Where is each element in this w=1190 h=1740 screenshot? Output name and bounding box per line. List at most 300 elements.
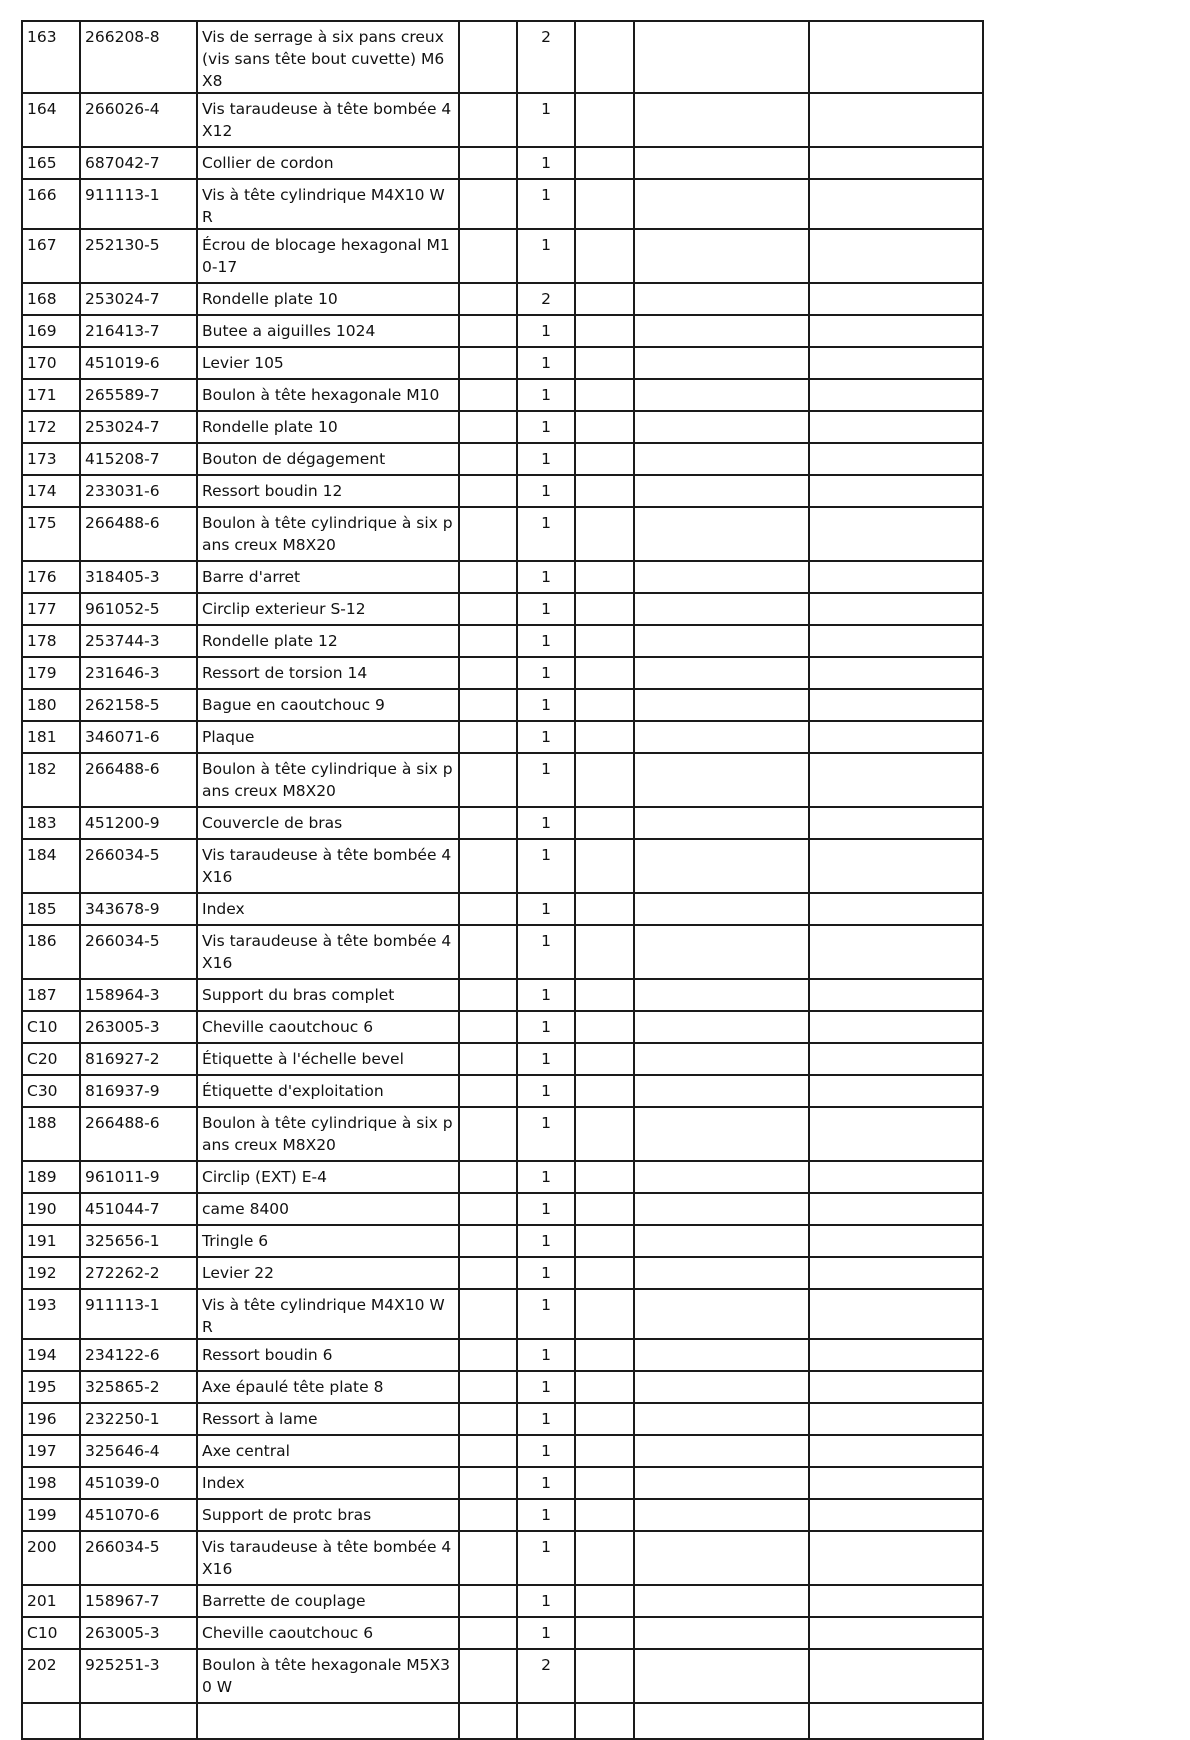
part-number-cell: 170: [22, 347, 80, 379]
empty-cell: [634, 1043, 809, 1075]
table-row: [22, 411, 983, 443]
empty-cell: [809, 1043, 983, 1075]
empty-cell: [634, 1161, 809, 1193]
reference-cell: 262158-5: [80, 689, 197, 721]
empty-cell: [634, 1339, 809, 1371]
table-row: [22, 657, 983, 689]
table-row: [22, 1649, 983, 1703]
description-cell: Boulon à tête hexagonale M5X30 W: [197, 1649, 459, 1703]
empty-cell: [575, 1075, 634, 1107]
empty-cell: [575, 1371, 634, 1403]
empty-cell: [459, 593, 517, 625]
reference-cell: 231646-3: [80, 657, 197, 689]
empty-cell: [575, 593, 634, 625]
part-number-cell: C20: [22, 1043, 80, 1075]
empty-cell: [459, 1371, 517, 1403]
description-cell: Support du bras complet: [197, 979, 459, 1011]
quantity-cell: 1: [517, 347, 575, 379]
table-row: [22, 1403, 983, 1435]
description-cell: Vis de serrage à six pans creux (vis sans tête bout cuvette) M6X8: [197, 21, 459, 93]
empty-cell: [809, 1435, 983, 1467]
empty-cell: [634, 1435, 809, 1467]
empty-cell: [809, 1585, 983, 1617]
quantity-cell: 1: [517, 93, 575, 147]
empty-cell: [809, 839, 983, 893]
empty-cell: [575, 1617, 634, 1649]
empty-cell: [809, 1339, 983, 1371]
empty-cell: [809, 93, 983, 147]
part-number-cell: 197: [22, 1435, 80, 1467]
empty-cell: [634, 1531, 809, 1585]
empty-cell: [634, 1225, 809, 1257]
quantity-cell: 1: [517, 753, 575, 807]
reference-cell: 263005-3: [80, 1011, 197, 1043]
reference-cell: 266488-6: [80, 507, 197, 561]
empty-cell: [634, 443, 809, 475]
quantity-cell: 1: [517, 315, 575, 347]
empty-cell: [575, 689, 634, 721]
part-number-cell: 199: [22, 1499, 80, 1531]
empty-cell: [809, 1403, 983, 1435]
description-cell: Bouton de dégagement: [197, 443, 459, 475]
table-row: [22, 283, 983, 315]
reference-cell: 687042-7: [80, 147, 197, 179]
part-number-cell: 163: [22, 21, 80, 93]
reference-cell: 911113-1: [80, 179, 197, 229]
description-cell: Boulon à tête cylindrique à six pans creux M8X20: [197, 1107, 459, 1161]
quantity-cell: 1: [517, 893, 575, 925]
quantity-cell: 1: [517, 1193, 575, 1225]
part-number-cell: C10: [22, 1011, 80, 1043]
table-row: [22, 839, 983, 893]
part-number-cell: 179: [22, 657, 80, 689]
description-cell: Boulon à tête hexagonale M10: [197, 379, 459, 411]
empty-cell: [459, 1339, 517, 1371]
empty-cell: [459, 979, 517, 1011]
table-row: [22, 1371, 983, 1403]
reference-cell: 253744-3: [80, 625, 197, 657]
empty-cell: [575, 893, 634, 925]
empty-cell: [575, 1289, 634, 1339]
description-cell: Vis taraudeuse à tête bombée 4X16: [197, 925, 459, 979]
parts-table: [21, 20, 984, 1740]
table-row: [22, 1703, 983, 1739]
empty-cell: [575, 1193, 634, 1225]
description-cell: Ressort de torsion 14: [197, 657, 459, 689]
description-cell: Écrou de blocage hexagonal M10-17: [197, 229, 459, 283]
quantity-cell: 1: [517, 411, 575, 443]
table-row: [22, 1161, 983, 1193]
empty-cell: [809, 507, 983, 561]
table-row: [22, 93, 983, 147]
table-row: [22, 807, 983, 839]
empty-cell: [809, 1225, 983, 1257]
quantity-cell: 2: [517, 283, 575, 315]
table-row: [22, 689, 983, 721]
empty-cell: [809, 979, 983, 1011]
empty-cell: [809, 1193, 983, 1225]
part-number-cell: 177: [22, 593, 80, 625]
empty-cell: [459, 179, 517, 229]
empty-cell: [809, 753, 983, 807]
reference-cell: 265589-7: [80, 379, 197, 411]
empty-cell: [459, 411, 517, 443]
empty-cell: [634, 21, 809, 93]
reference-cell: 346071-6: [80, 721, 197, 753]
empty-cell: [809, 347, 983, 379]
quantity-cell: 1: [517, 1011, 575, 1043]
description-cell: Boulon à tête cylindrique à six pans creux M8X20: [197, 507, 459, 561]
part-number-cell: 201: [22, 1585, 80, 1617]
table-row: [22, 21, 983, 93]
part-number-cell: 168: [22, 283, 80, 315]
table-row: [22, 1585, 983, 1617]
description-cell: Plaque: [197, 721, 459, 753]
reference-cell: 325656-1: [80, 1225, 197, 1257]
empty-cell: [634, 347, 809, 379]
empty-cell: [575, 411, 634, 443]
part-number-cell: 190: [22, 1193, 80, 1225]
part-number-cell: 193: [22, 1289, 80, 1339]
empty-cell: [634, 1585, 809, 1617]
part-number-cell: 196: [22, 1403, 80, 1435]
empty-cell: [634, 807, 809, 839]
quantity-cell: 1: [517, 1225, 575, 1257]
empty-cell: [459, 283, 517, 315]
empty-cell: [809, 411, 983, 443]
description-cell: [197, 1703, 459, 1739]
table-row: [22, 979, 983, 1011]
empty-cell: [634, 315, 809, 347]
empty-cell: [459, 1467, 517, 1499]
description-cell: Ressort à lame: [197, 1403, 459, 1435]
part-number-cell: 180: [22, 689, 80, 721]
quantity-cell: 1: [517, 1371, 575, 1403]
empty-cell: [634, 507, 809, 561]
empty-cell: [459, 753, 517, 807]
empty-cell: [809, 179, 983, 229]
empty-cell: [575, 979, 634, 1011]
part-number-cell: 184: [22, 839, 80, 893]
reference-cell: 266488-6: [80, 1107, 197, 1161]
quantity-cell: 1: [517, 625, 575, 657]
empty-cell: [575, 379, 634, 411]
quantity-cell: 1: [517, 1403, 575, 1435]
empty-cell: [809, 1289, 983, 1339]
reference-cell: 451044-7: [80, 1193, 197, 1225]
reference-cell: 158967-7: [80, 1585, 197, 1617]
quantity-cell: 1: [517, 1585, 575, 1617]
empty-cell: [459, 315, 517, 347]
description-cell: Support de protc bras: [197, 1499, 459, 1531]
description-cell: Tringle 6: [197, 1225, 459, 1257]
quantity-cell: 1: [517, 593, 575, 625]
empty-cell: [575, 443, 634, 475]
empty-cell: [575, 229, 634, 283]
empty-cell: [634, 1011, 809, 1043]
empty-cell: [459, 657, 517, 689]
table-row: [22, 1289, 983, 1339]
part-number-cell: 166: [22, 179, 80, 229]
quantity-cell: 2: [517, 1649, 575, 1703]
table-row: [22, 1435, 983, 1467]
quantity-cell: 1: [517, 657, 575, 689]
empty-cell: [459, 1531, 517, 1585]
reference-cell: [80, 1703, 197, 1739]
quantity-cell: 2: [517, 21, 575, 93]
description-cell: Étiquette à l'échelle bevel: [197, 1043, 459, 1075]
description-cell: Axe épaulé tête plate 8: [197, 1371, 459, 1403]
empty-cell: [459, 1403, 517, 1435]
empty-cell: [809, 443, 983, 475]
part-number-cell: 169: [22, 315, 80, 347]
empty-cell: [459, 21, 517, 93]
empty-cell: [634, 147, 809, 179]
empty-cell: [809, 283, 983, 315]
empty-cell: [459, 347, 517, 379]
empty-cell: [459, 807, 517, 839]
empty-cell: [575, 807, 634, 839]
quantity-cell: 1: [517, 475, 575, 507]
empty-cell: [459, 721, 517, 753]
table-row: [22, 1339, 983, 1371]
part-number-cell: 178: [22, 625, 80, 657]
empty-cell: [575, 93, 634, 147]
quantity-cell: 1: [517, 379, 575, 411]
quantity-cell: 1: [517, 1617, 575, 1649]
table-row: [22, 1193, 983, 1225]
description-cell: Levier 22: [197, 1257, 459, 1289]
empty-cell: [809, 475, 983, 507]
part-number-cell: 188: [22, 1107, 80, 1161]
quantity-cell: 1: [517, 1161, 575, 1193]
empty-cell: [459, 1585, 517, 1617]
table-row: [22, 1499, 983, 1531]
description-cell: Vis taraudeuse à tête bombée 4X16: [197, 839, 459, 893]
reference-cell: 263005-3: [80, 1617, 197, 1649]
description-cell: Rondelle plate 12: [197, 625, 459, 657]
empty-cell: [634, 893, 809, 925]
empty-cell: [634, 1499, 809, 1531]
empty-cell: [575, 1585, 634, 1617]
empty-cell: [809, 1617, 983, 1649]
empty-cell: [459, 1499, 517, 1531]
empty-cell: [634, 625, 809, 657]
empty-cell: [459, 893, 517, 925]
quantity-cell: 1: [517, 443, 575, 475]
empty-cell: [809, 625, 983, 657]
quantity-cell: 1: [517, 1435, 575, 1467]
quantity-cell: 1: [517, 147, 575, 179]
description-cell: Axe central: [197, 1435, 459, 1467]
table-row: [22, 379, 983, 411]
reference-cell: 325865-2: [80, 1371, 197, 1403]
part-number-cell: 187: [22, 979, 80, 1011]
table-row: [22, 625, 983, 657]
part-number-cell: 174: [22, 475, 80, 507]
empty-cell: [459, 147, 517, 179]
table-row: [22, 475, 983, 507]
empty-cell: [459, 925, 517, 979]
part-number-cell: 182: [22, 753, 80, 807]
description-cell: Couvercle de bras: [197, 807, 459, 839]
table-row: [22, 925, 983, 979]
description-cell: Vis taraudeuse à tête bombée 4X12: [197, 93, 459, 147]
empty-cell: [575, 315, 634, 347]
empty-cell: [809, 807, 983, 839]
reference-cell: 158964-3: [80, 979, 197, 1011]
reference-cell: 252130-5: [80, 229, 197, 283]
part-number-cell: 194: [22, 1339, 80, 1371]
description-cell: Cheville caoutchouc 6: [197, 1011, 459, 1043]
part-number-cell: 181: [22, 721, 80, 753]
empty-cell: [575, 1435, 634, 1467]
description-cell: Barre d'arret: [197, 561, 459, 593]
table-row: [22, 315, 983, 347]
reference-cell: 816937-9: [80, 1075, 197, 1107]
description-cell: Rondelle plate 10: [197, 283, 459, 315]
part-number-cell: 191: [22, 1225, 80, 1257]
empty-cell: [809, 379, 983, 411]
description-cell: Index: [197, 1467, 459, 1499]
empty-cell: [459, 1649, 517, 1703]
empty-cell: [634, 475, 809, 507]
part-number-cell: 183: [22, 807, 80, 839]
part-number-cell: 167: [22, 229, 80, 283]
empty-cell: [809, 593, 983, 625]
quantity-cell: 1: [517, 807, 575, 839]
empty-cell: [634, 1703, 809, 1739]
empty-cell: [575, 1043, 634, 1075]
reference-cell: 266208-8: [80, 21, 197, 93]
empty-cell: [634, 1075, 809, 1107]
part-number-cell: C30: [22, 1075, 80, 1107]
empty-cell: [575, 147, 634, 179]
quantity-cell: 1: [517, 1467, 575, 1499]
reference-cell: 234122-6: [80, 1339, 197, 1371]
reference-cell: 925251-3: [80, 1649, 197, 1703]
part-number-cell: 189: [22, 1161, 80, 1193]
quantity-cell: 1: [517, 1289, 575, 1339]
reference-cell: 266034-5: [80, 1531, 197, 1585]
part-number-cell: C10: [22, 1617, 80, 1649]
empty-cell: [809, 229, 983, 283]
description-cell: Étiquette d'exploitation: [197, 1075, 459, 1107]
empty-cell: [459, 1225, 517, 1257]
table-row: [22, 179, 983, 229]
empty-cell: [575, 1649, 634, 1703]
empty-cell: [809, 1011, 983, 1043]
description-cell: Cheville caoutchouc 6: [197, 1617, 459, 1649]
table-row: [22, 1531, 983, 1585]
reference-cell: 232250-1: [80, 1403, 197, 1435]
part-number-cell: 164: [22, 93, 80, 147]
quantity-cell: 1: [517, 1339, 575, 1371]
parts-rows: [22, 21, 983, 1739]
empty-cell: [809, 147, 983, 179]
empty-cell: [575, 839, 634, 893]
empty-cell: [459, 1289, 517, 1339]
empty-cell: [809, 689, 983, 721]
reference-cell: 266026-4: [80, 93, 197, 147]
reference-cell: 911113-1: [80, 1289, 197, 1339]
empty-cell: [575, 1531, 634, 1585]
empty-cell: [634, 1257, 809, 1289]
quantity-cell: 1: [517, 1043, 575, 1075]
quantity-cell: 1: [517, 721, 575, 753]
quantity-cell: 1: [517, 1499, 575, 1531]
empty-cell: [575, 721, 634, 753]
empty-cell: [634, 1403, 809, 1435]
empty-cell: [809, 1499, 983, 1531]
reference-cell: 272262-2: [80, 1257, 197, 1289]
empty-cell: [459, 561, 517, 593]
empty-cell: [575, 625, 634, 657]
empty-cell: [634, 1649, 809, 1703]
empty-cell: [575, 1403, 634, 1435]
table-row: [22, 893, 983, 925]
part-number-cell: [22, 1703, 80, 1739]
empty-cell: [634, 689, 809, 721]
description-cell: Vis à tête cylindrique M4X10 WR: [197, 1289, 459, 1339]
empty-cell: [634, 979, 809, 1011]
reference-cell: 253024-7: [80, 283, 197, 315]
reference-cell: 233031-6: [80, 475, 197, 507]
empty-cell: [634, 721, 809, 753]
table-row: [22, 721, 983, 753]
description-cell: Vis à tête cylindrique M4X10 WR: [197, 179, 459, 229]
empty-cell: [634, 925, 809, 979]
empty-cell: [575, 507, 634, 561]
empty-cell: [809, 925, 983, 979]
reference-cell: 961011-9: [80, 1161, 197, 1193]
empty-cell: [459, 625, 517, 657]
quantity-cell: 1: [517, 979, 575, 1011]
empty-cell: [809, 721, 983, 753]
empty-cell: [459, 229, 517, 283]
description-cell: Boulon à tête cylindrique à six pans creux M8X20: [197, 753, 459, 807]
empty-cell: [459, 1617, 517, 1649]
reference-cell: 451200-9: [80, 807, 197, 839]
empty-cell: [634, 93, 809, 147]
description-cell: Barrette de couplage: [197, 1585, 459, 1617]
empty-cell: [809, 1531, 983, 1585]
empty-cell: [459, 1011, 517, 1043]
table-row: [22, 229, 983, 283]
empty-cell: [575, 179, 634, 229]
table-row: [22, 561, 983, 593]
quantity-cell: 1: [517, 1257, 575, 1289]
empty-cell: [459, 689, 517, 721]
part-number-cell: 202: [22, 1649, 80, 1703]
empty-cell: [634, 179, 809, 229]
empty-cell: [634, 1467, 809, 1499]
part-number-cell: 165: [22, 147, 80, 179]
empty-cell: [575, 753, 634, 807]
empty-cell: [575, 21, 634, 93]
empty-cell: [575, 1467, 634, 1499]
part-number-cell: 192: [22, 1257, 80, 1289]
empty-cell: [459, 1107, 517, 1161]
empty-cell: [809, 893, 983, 925]
quantity-cell: 1: [517, 507, 575, 561]
description-cell: Bague en caoutchouc 9: [197, 689, 459, 721]
empty-cell: [809, 1161, 983, 1193]
description-cell: Butee a aiguilles 1024: [197, 315, 459, 347]
part-number-cell: 186: [22, 925, 80, 979]
empty-cell: [634, 561, 809, 593]
empty-cell: [809, 1371, 983, 1403]
